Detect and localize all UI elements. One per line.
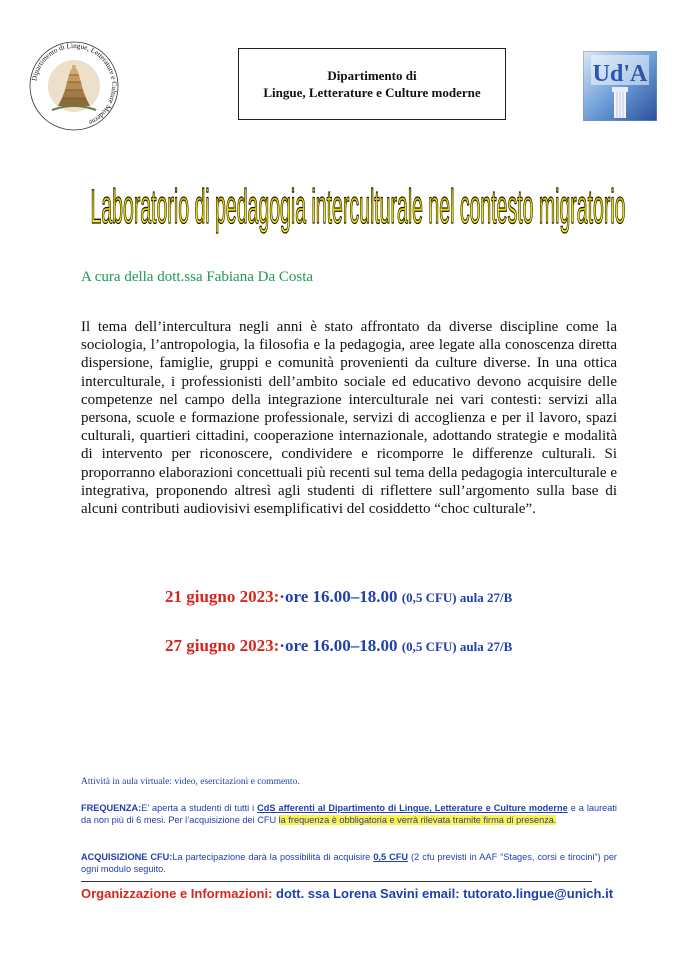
organization-contact: dott. ssa Lorena Savini email: tutorato.lingue@unich.it bbox=[272, 886, 614, 901]
curator-line: A cura della dott.ssa Fabiana Da Costa bbox=[81, 269, 314, 285]
department-header-box bbox=[238, 48, 506, 120]
uda-university-logo bbox=[583, 51, 657, 121]
frequency-label: FREQUENZA: bbox=[81, 803, 142, 813]
footer-divider bbox=[81, 881, 592, 882]
session-1 bbox=[165, 587, 512, 607]
session-time: ·ore 16.00–18.00 bbox=[279, 587, 398, 606]
session-2 bbox=[165, 636, 512, 656]
session-details: (0,5 CFU) aula 27/B bbox=[401, 639, 513, 654]
session-details: (0,5 CFU) aula 27/B bbox=[401, 590, 513, 605]
frequency-section bbox=[81, 802, 617, 826]
svg-text:Ud'A: Ud'A bbox=[592, 61, 648, 87]
organization-info bbox=[81, 886, 613, 901]
frequency-attendance-highlight: la frequenza è obbligatoria e verrà rilevata tramite firma di presenza. bbox=[278, 815, 557, 825]
session-date: 21 giugno 2023: bbox=[165, 587, 280, 606]
organization-label: Organizzazione e Informazioni: bbox=[81, 886, 273, 901]
page-title bbox=[78, 165, 638, 245]
cfu-text-2: (2 cfu previsti in AAF “Stages, corsi e tirocini”) per ogni modulo seguito. bbox=[81, 852, 617, 874]
cfu-text-1: La partecipazione darà la possibilità di acquisire bbox=[172, 852, 374, 862]
session-date: 27 giugno 2023: bbox=[165, 636, 280, 655]
frequency-courses: CdS afferenti al Dipartimento di Lingue, Letterature e Culture moderne bbox=[257, 803, 568, 813]
department-line-2: Lingue, Letterature e Culture moderne bbox=[263, 85, 481, 100]
svg-text:Dipartimento di Lingue, Letter: Dipartimento di Lingue, Letterature e Culture Moderne bbox=[30, 41, 119, 127]
virtual-activities-note: Attività in aula virtuale: video, esercitazioni e commento. bbox=[81, 777, 300, 787]
cfu-amount: 0,5 CFU bbox=[373, 852, 408, 862]
cfu-section bbox=[81, 851, 617, 875]
cfu-label: ACQUISIZIONE CFU: bbox=[81, 852, 173, 862]
tower-of-babel-icon bbox=[48, 60, 100, 112]
svg-text:Laboratorio di pedagogia inter: Laboratorio di pedagogia interculturale nel contesto migratorio bbox=[90, 181, 626, 234]
department-line-1: Dipartimento di bbox=[327, 68, 417, 83]
session-time: ·ore 16.00–18.00 bbox=[279, 636, 398, 655]
frequency-text-2: e a laureati da non più di 6 mesi. Per l’acquisizione dei CFU bbox=[81, 803, 617, 825]
description-paragraph: Il tema dell’intercultura negli anni è stato affrontato da diverse discipline come la sociologia, l’antropologia, la filosofia e la pedagogia, aree legate alla conoscenza diretta dispersione, famiglie, gruppi e comunità provenienti da culture diverse. In una ottica interculturale, i professionisti dell’ambito sociale ed educativo devono acquisire delle competenze nel campo della integrazione interculturale nei vari contesti: servizi alla persona, scuole e formazione professionale, servizi di accoglienza e per il lavoro, spazi culturali, quartieri cittadini, cooperazione internazionale, adottando strategie e modalità di intervento per riconoscere, condividere e ricomporre le differenze culturali. Si proporranno elaborazioni concettuali più recenti sul tema della pedagogia interculturale e integrativa, proponendo altresì agli studenti di riflettere sull’argomento sulla base di alcuni contributi audiovisivi esemplificativi del cosiddetto “choc culturale”. bbox=[81, 319, 617, 518]
frequency-text-1: E’ aperta a studenti di tutti i bbox=[141, 803, 258, 813]
department-seal-logo bbox=[28, 40, 120, 132]
